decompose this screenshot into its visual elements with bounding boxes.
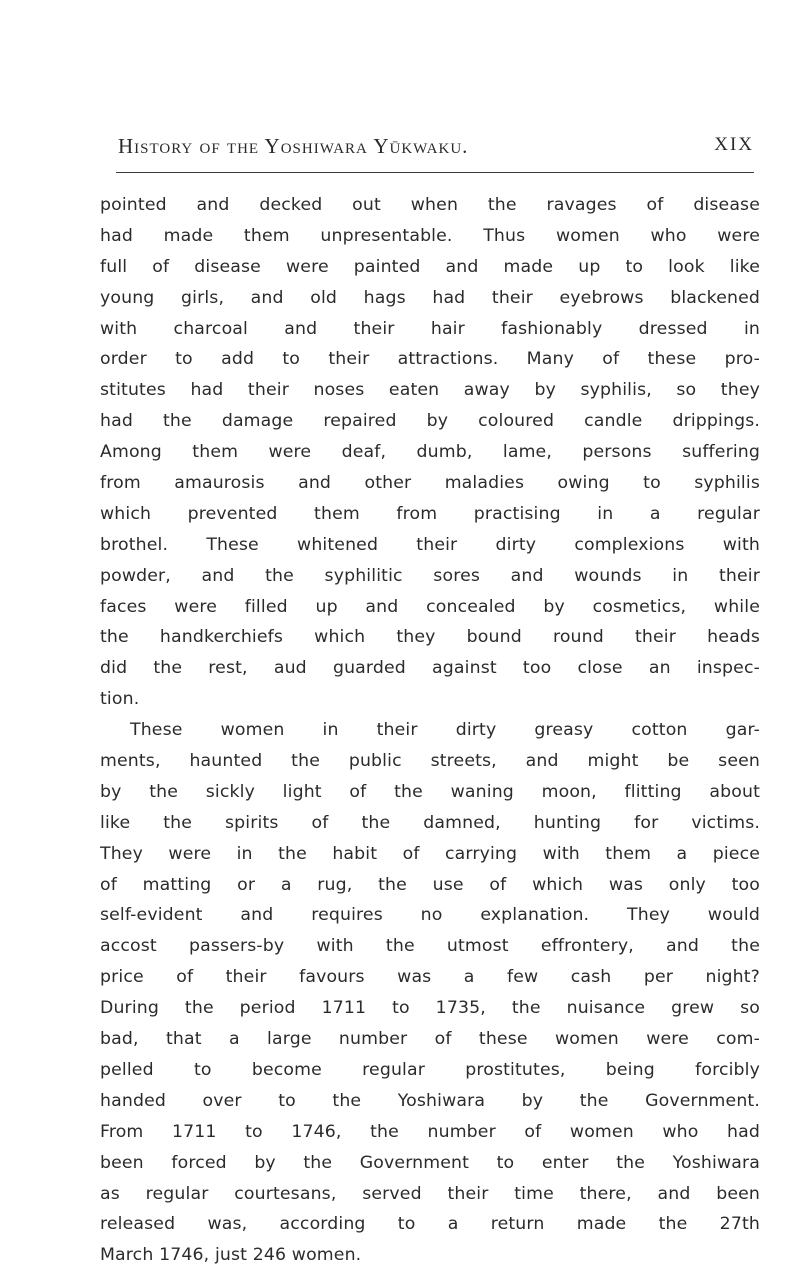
paragraph-end-line: March 1746, just 246 women. xyxy=(100,1245,362,1266)
text-line: handed over to the Yoshiwara by the Government. xyxy=(100,1090,760,1111)
text-line: full of disease were painted and made up to look like xyxy=(100,256,760,277)
text-line: self-evident and requires no explanation. They would xyxy=(100,905,760,926)
text-line: From 1711 to 1746, the number of women who had xyxy=(100,1121,760,1142)
text-line: brothel. These whitened their dirty complexions with xyxy=(100,534,760,555)
text-line: ments, haunted the public streets, and might be seen xyxy=(100,751,760,772)
text-line: had made them unpresentable. Thus women who were xyxy=(100,225,760,246)
text-line: bad, that a large number of these women were com- xyxy=(100,1029,760,1050)
page-number: XIX xyxy=(714,134,754,155)
text-line: order to add to their attractions. Many of these pro- xyxy=(100,349,760,370)
text-line: with charcoal and their hair fashionably dressed in xyxy=(100,318,760,339)
text-line: like the spirits of the damned, hunting for victims. xyxy=(100,812,760,833)
text-line: accost passers-by with the utmost effrontery, and the xyxy=(100,936,760,957)
text-line: released was, according to a return made the 27th xyxy=(100,1214,760,1235)
header-rule xyxy=(116,172,754,173)
text-line: powder, and the syphilitic sores and wounds in their xyxy=(100,565,760,586)
text-line: Among them were deaf, dumb, lame, persons suffering xyxy=(100,442,760,463)
text-line: which prevented them from practising in a regular xyxy=(100,503,760,524)
text-line: They were in the habit of carrying with them a piece xyxy=(100,843,760,864)
text-line: stitutes had their noses eaten away by syphilis, so they xyxy=(100,380,760,401)
text-line: pointed and decked out when the ravages of disease xyxy=(100,195,760,215)
text-line: did the rest, aud guarded against too close an inspec- xyxy=(100,658,760,679)
text-line: from amaurosis and other maladies owing to syphilis xyxy=(100,473,760,494)
text-line: faces were filled up and concealed by cosmetics, while xyxy=(100,596,760,617)
running-head xyxy=(118,134,754,162)
text-line: as regular courtesans, served their time there, and been xyxy=(100,1183,760,1204)
body-text xyxy=(100,190,760,1271)
text-line: by the sickly light of the waning moon, flitting about xyxy=(100,781,760,802)
running-head-title: History of the Yoshiwara Yūkwaku. xyxy=(118,134,469,158)
text-line: had the damage repaired by coloured candle drippings. xyxy=(100,411,760,432)
text-line: During the period 1711 to 1735, the nuisance grew so xyxy=(100,998,760,1019)
text-line: pelled to become regular prostitutes, being forcibly xyxy=(100,1059,760,1080)
text-line: young girls, and old hags had their eyebrows blackened xyxy=(100,287,760,308)
paragraph-start-line: These women in their dirty greasy cotton gar- xyxy=(130,720,760,741)
text-line: of matting or a rug, the use of which was only too xyxy=(100,874,760,895)
text-line: been forced by the Government to enter the Yoshiwara xyxy=(100,1152,760,1173)
paragraph-end-line: tion. xyxy=(100,689,140,710)
text-line: the handkerchiefs which they bound round their heads xyxy=(100,627,760,648)
text-line: price of their favours was a few cash per night? xyxy=(100,967,760,988)
